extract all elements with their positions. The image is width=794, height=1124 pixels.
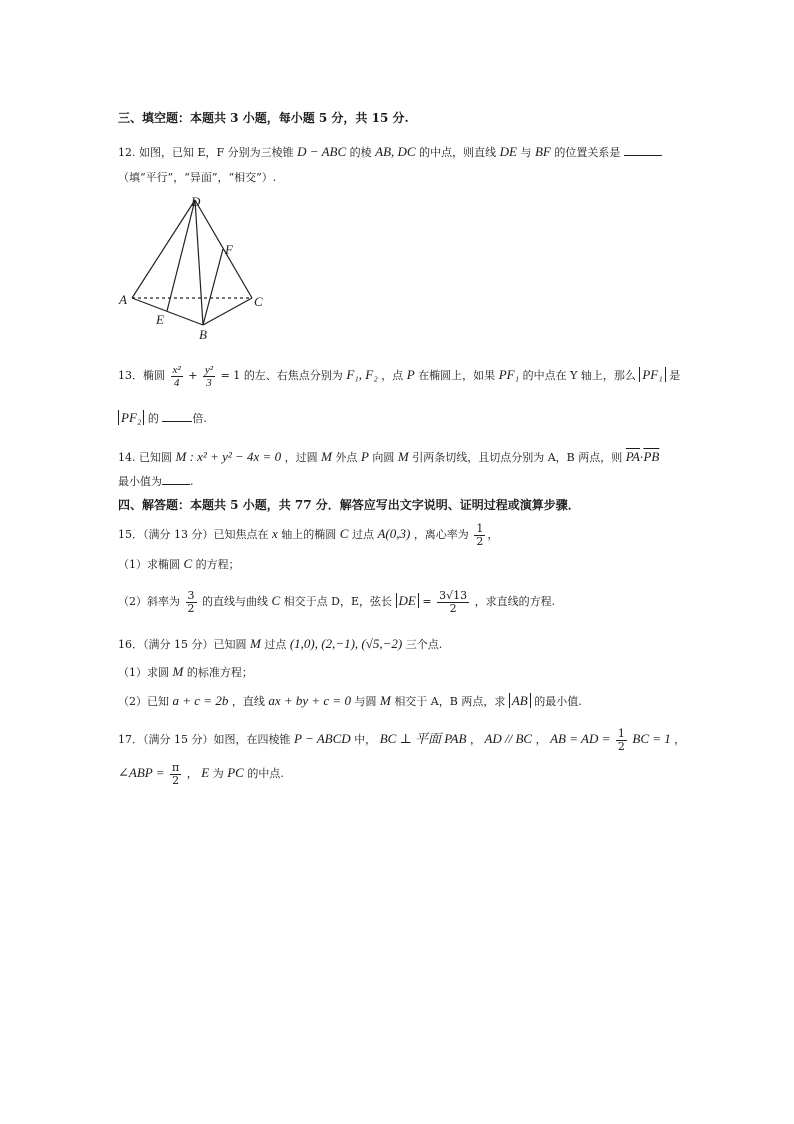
q12-line2: （填“平行”，“异面”，“相交”）. xyxy=(118,171,277,184)
q14-line1 xyxy=(118,449,659,466)
q16-condition: a + c = 2b xyxy=(172,693,229,708)
q12-line-bf: BF xyxy=(534,144,551,159)
q15-p2-eq: = xyxy=(422,595,432,608)
q13-text-h: 倍. xyxy=(192,412,207,425)
q13-four: 4 xyxy=(173,376,180,389)
q17-text-a: 17．（满分 15 分）如图，在四棱锥 xyxy=(118,733,291,746)
q14-dot: · xyxy=(639,451,644,464)
q13-p: P xyxy=(406,367,415,382)
edge-ab xyxy=(132,298,203,325)
q16-p2-a: （2）已知 xyxy=(118,695,169,708)
q12-text-d: 与 xyxy=(520,146,532,159)
q14-end: . xyxy=(190,475,194,488)
q17-lengths-a: AB = AD = xyxy=(550,731,611,746)
section-header-solve: 四、解答题：本题共 5 小题，共 77 分．解答应写出文字说明、证明过程或演算步骤． xyxy=(118,498,580,512)
q12-line-de: DE xyxy=(499,144,517,159)
q17-half-num: 1 xyxy=(617,726,625,740)
q15-part1 xyxy=(118,556,240,573)
q16-p1-a: （1）求圆 xyxy=(118,666,169,679)
q17-e: E xyxy=(201,765,210,780)
q12-text-a: 12. 如图，已知 E，F 分别为三棱锥 xyxy=(118,146,294,159)
q14-text-a: 14. 已知圆 xyxy=(118,451,172,464)
edge-db xyxy=(195,200,203,325)
q15-text-e: ， xyxy=(487,528,499,541)
q17-text-h: 的中点. xyxy=(247,767,284,780)
q16-p2-m: M xyxy=(379,693,391,708)
q15-eccentricity xyxy=(474,523,485,548)
q16-p2-c: 与圆 xyxy=(354,695,377,708)
q14-text-d: 向圆 xyxy=(372,451,395,464)
q14-m1: M xyxy=(321,449,332,464)
q15-p2-b: 的直线与曲线 xyxy=(202,595,268,608)
q15-num: 1 xyxy=(476,521,484,535)
q17-parallel: AD // BC xyxy=(484,731,533,746)
q17-line2 xyxy=(118,760,284,787)
q17-pc: PC xyxy=(227,765,244,780)
q17-lengths-b: BC = 1 xyxy=(632,731,671,746)
q17-pi-half xyxy=(170,762,181,787)
q15-slope-num: 3 xyxy=(187,588,195,602)
q13-text-c: ，点 xyxy=(381,369,404,382)
q16-abs-ab: AB xyxy=(509,693,531,708)
label-c: C xyxy=(254,294,263,309)
q15-p1-a: （1）求椭圆 xyxy=(118,558,180,571)
q13-fraction-x xyxy=(171,364,183,389)
q15-line1 xyxy=(118,522,498,548)
q13-text-b: 的左、右焦点分别为 xyxy=(243,369,343,382)
q15-chord-den: 2 xyxy=(449,601,457,615)
q14-answer-blank[interactable] xyxy=(162,484,190,485)
q15-point-a: A(0,3) xyxy=(377,526,411,541)
q13-text-d: 在椭圆上，如果 xyxy=(418,369,496,382)
q12-answer-blank[interactable] xyxy=(624,155,662,156)
q13-fraction-y xyxy=(203,364,215,389)
q16-p2-e: 的最小值. xyxy=(534,695,582,708)
label-e: E xyxy=(156,312,164,327)
q15-chord-length xyxy=(437,590,469,615)
q16-p2-d: 相交于 A，B 两点，求 xyxy=(394,695,506,708)
q17-half xyxy=(616,728,627,753)
q15-p2-a: （2）斜率为 xyxy=(118,595,180,608)
edge-da xyxy=(132,200,195,298)
q17-text-f: ， xyxy=(186,767,198,780)
label-f: F xyxy=(225,242,233,257)
q16-text-c: 三个点. xyxy=(405,638,443,651)
q17-line1 xyxy=(118,726,685,753)
label-b: B xyxy=(199,327,207,342)
q13-three: 3 xyxy=(206,376,212,389)
q13-plus: + xyxy=(188,369,198,382)
q17-text-b: 中， xyxy=(354,733,377,746)
q17-pi: π xyxy=(172,760,180,774)
q15-x: x xyxy=(272,526,278,541)
q13-line1 xyxy=(118,362,680,389)
q13-pf1: PF₁ xyxy=(498,367,520,382)
q17-text-e: ， xyxy=(674,733,686,746)
q13-x2: x² xyxy=(172,363,181,376)
q14-p: P xyxy=(360,449,369,464)
q16-p1-m: M xyxy=(172,664,184,679)
q15-chord-num: 3√13 xyxy=(439,588,468,602)
q13-eq1: = 1 xyxy=(220,369,241,382)
q14-line2 xyxy=(118,474,194,490)
q13-text-e: 的中点在 Y 轴上，那么 xyxy=(522,369,636,382)
q17-pi-den: 2 xyxy=(172,773,180,787)
segment-de xyxy=(167,200,195,311)
q13-text-g: 的 xyxy=(147,412,159,425)
q14-text-min: 最小值为 xyxy=(118,475,162,488)
q14-vector-pa: $\overline{PA}$ xyxy=(625,449,640,464)
q16-line1 xyxy=(118,636,442,653)
q12-line1 xyxy=(118,144,662,161)
q17-angle: ∠ABP = xyxy=(118,765,165,780)
q14-vector-pb: $\overline{PB}$ xyxy=(643,449,660,464)
q16-line-eq: ax + by + c = 0 xyxy=(268,693,351,708)
q16-part1 xyxy=(118,664,253,681)
q13-answer-blank[interactable] xyxy=(162,421,192,422)
q15-p1-c: C xyxy=(183,556,193,571)
q12-tetrahedron: D − ABC xyxy=(297,144,347,159)
q16-m: M xyxy=(250,636,261,651)
q12-text-b: 的棱 xyxy=(349,146,372,159)
q17-pyramid: P − ABCD xyxy=(294,731,351,746)
q17-text-d: ， xyxy=(535,733,547,746)
q17-half-den: 2 xyxy=(617,739,625,753)
section-header-fill-in: 三、填空题：本题共 3 小题，每小题 5 分，共 15 分. xyxy=(118,111,409,125)
q15-slope xyxy=(186,590,197,615)
q15-abs-de: DE xyxy=(396,593,419,608)
q12-text-e: 的位置关系是 xyxy=(554,146,621,159)
q13-foci: F₁, F₂ xyxy=(346,367,378,382)
edge-bc xyxy=(203,298,252,325)
q13-abs-pf2: PF₂ xyxy=(118,410,144,425)
q15-den: 2 xyxy=(476,534,484,548)
q13-text-a: 13．椭圆 xyxy=(118,369,165,382)
label-d: D xyxy=(191,194,201,209)
q14-text-c: 外点 xyxy=(335,451,358,464)
q17-text-g: 为 xyxy=(212,767,224,780)
edge-dc xyxy=(195,200,252,298)
q15-text-b: 轴上的椭圆 xyxy=(281,528,337,541)
q13-line2 xyxy=(118,410,207,427)
q15-part2 xyxy=(118,588,555,615)
q15-text-a: 15．（满分 13 分）已知焦点在 xyxy=(118,528,269,541)
q14-text-b: ，过圆 xyxy=(284,451,318,464)
q16-text-a: 16．（满分 15 分）已知圆 xyxy=(118,638,247,651)
q15-text-d: ，离心率为 xyxy=(413,528,469,541)
tetrahedron-figure xyxy=(115,190,280,345)
label-a: A xyxy=(119,292,127,307)
q16-part2 xyxy=(118,693,582,710)
q16-points: (1,0), (2,−1), (√5,−2) xyxy=(289,636,403,651)
q17-perpendicular: BC ⊥ 平面 PAB xyxy=(379,731,467,746)
q14-m2: M xyxy=(397,449,409,464)
q13-y2: y² xyxy=(204,363,214,376)
q14-text-e: 引两条切线，且切点分别为 A，B 两点，则 xyxy=(412,451,623,464)
q15-slope-den: 2 xyxy=(187,601,195,615)
q15-p2-c: 相交于点 D，E，弦长 xyxy=(283,595,393,608)
q12-text-c: 的中点，则直线 xyxy=(419,146,497,159)
q15-c: C xyxy=(339,526,349,541)
q16-p2-b: ，直线 xyxy=(231,695,265,708)
q12-edges: AB, DC xyxy=(375,144,416,159)
q16-text-b: 过点 xyxy=(264,638,287,651)
q15-p1-b: 的方程； xyxy=(195,558,240,571)
q14-circle-eq: M : x² + y² − 4x = 0 xyxy=(175,449,282,464)
q13-text-f: 是 xyxy=(669,369,681,382)
q13-abs-pf1: PF₁ xyxy=(639,367,665,382)
q17-text-c: ， xyxy=(469,733,481,746)
q16-p1-b: 的标准方程； xyxy=(186,666,253,679)
q15-text-c: 过点 xyxy=(351,528,374,541)
q15-p2-curve: C xyxy=(271,593,281,608)
segment-bf xyxy=(203,249,223,325)
q15-p2-d: ，求直线的方程. xyxy=(474,595,556,608)
